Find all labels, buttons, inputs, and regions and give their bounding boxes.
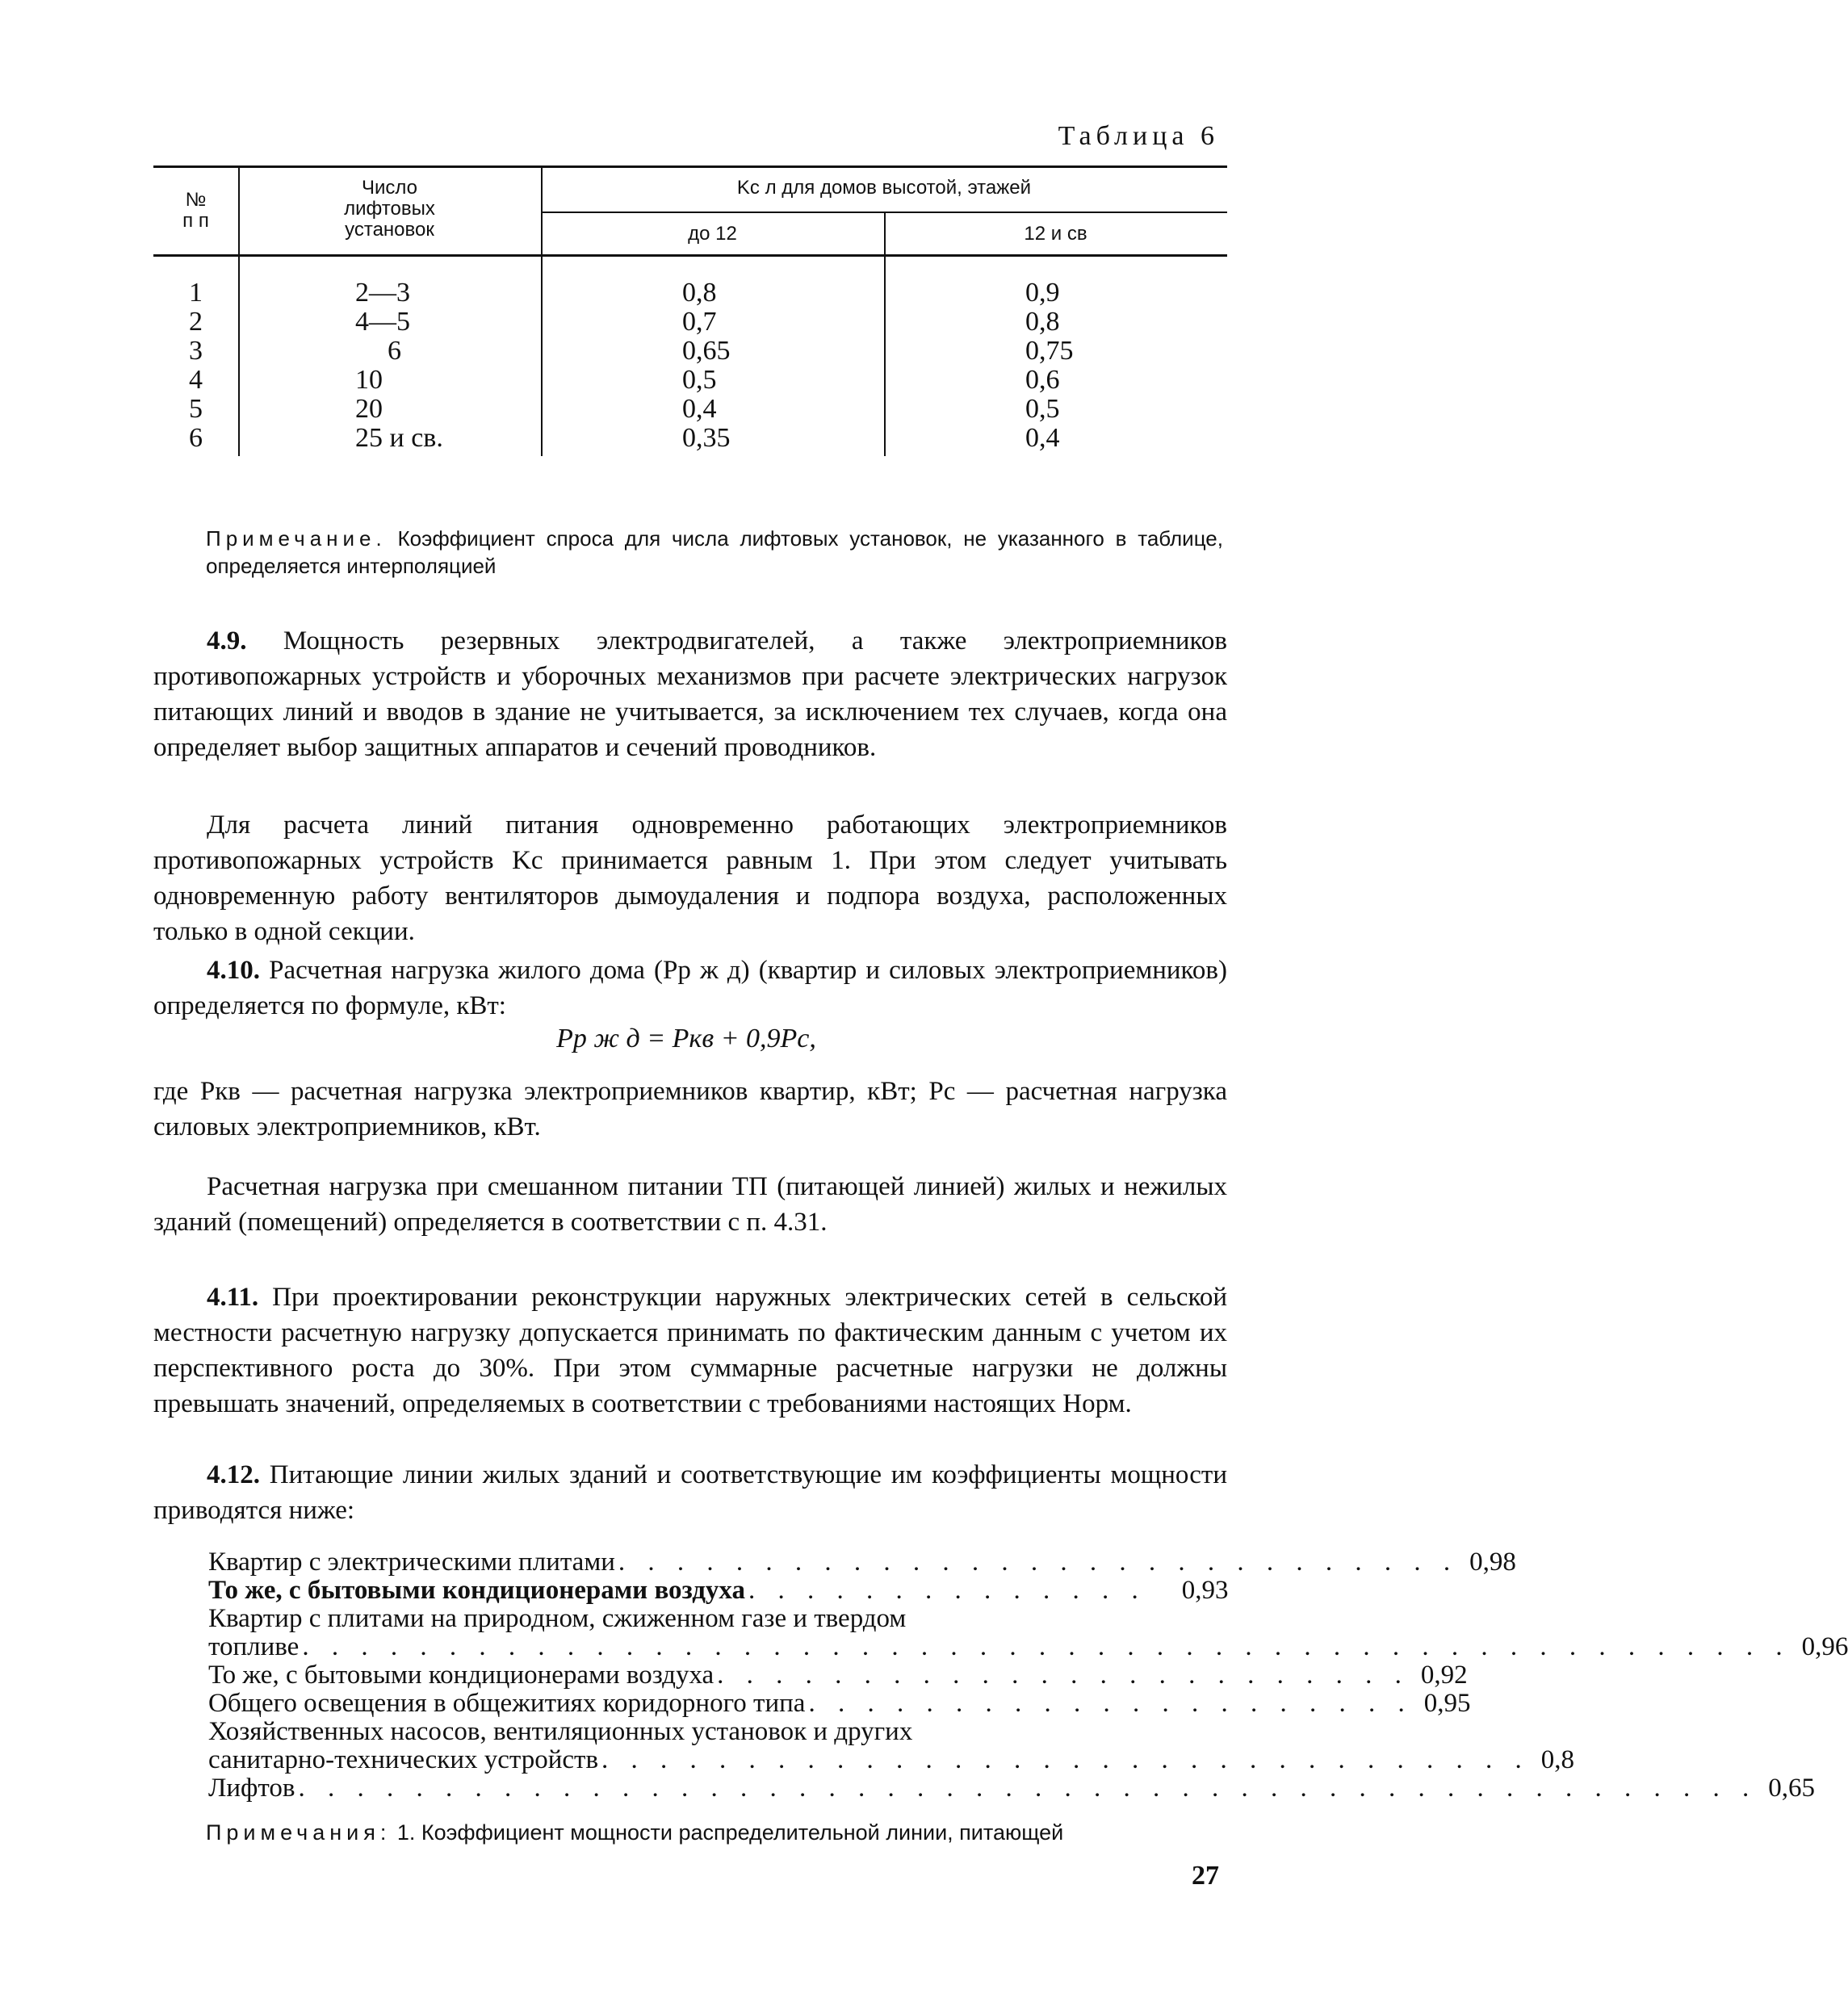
paragraph-text: Питающие линии жилых зданий и соответствующие им коэффициенты мощности приводятся ниже:	[153, 1460, 1227, 1525]
footnote	[206, 1820, 1227, 1845]
formula-explanation	[153, 1074, 1227, 1145]
table-6	[153, 165, 1227, 464]
paragraph-text: При проектировании реконструкции наружных электрических сетей в сельской местности расчетную нагрузку допускается принимать по фактическим данным с учетом их перспективного роста до 30%. При этом суммарные расчетные нагрузки не должны превышать значений, определяемых в соответствии с требованиями настоящих Норм.	[153, 1283, 1227, 1418]
table-col-count	[355, 279, 533, 453]
table-cell: 0,8	[1025, 307, 1060, 337]
section-4-10-continued	[153, 1169, 1227, 1240]
table-cell: 0,5	[1025, 394, 1060, 424]
table-header-group: Kс л для домов высотой, этажей	[736, 177, 1032, 199]
table-header-sub2: 12 и св	[1024, 223, 1087, 245]
list-item: Квартир с плитами на природном, сжиженном газе и твердом	[208, 1604, 907, 1633]
list-item: То же, с бытовыми кондиционерами воздуха . . . . . . . . . . . . . . 0,93	[208, 1576, 1229, 1605]
section-4-12	[153, 1457, 1227, 1528]
table-note	[206, 525, 1223, 580]
table-col-a	[682, 279, 844, 453]
table-top-rule	[153, 165, 1227, 168]
table-cell: 2	[189, 307, 203, 337]
table-cell: 0,4	[1025, 423, 1060, 453]
table-cell: 0,9	[1025, 278, 1060, 308]
table-cell: 0,75	[1025, 336, 1074, 366]
section-4-9	[153, 623, 1227, 765]
table-col-divider	[884, 212, 886, 456]
table-header-num: № п п	[182, 189, 209, 232]
table-cell: 4	[189, 365, 203, 395]
table-col-num	[153, 279, 238, 453]
notes-text: 1. Коэффициент мощности распределительной линии, питающей	[391, 1820, 1064, 1845]
section-4-9-continued	[153, 807, 1227, 949]
table-cell: 0,5	[682, 365, 717, 395]
table-header-count: Число лифтовых установок	[344, 177, 435, 241]
list-item: Квартир с электрическими плитами . . . . . . . . . . . . . . . . . . . . . . . . . . . . . 0,98	[208, 1548, 1516, 1577]
table-cell: 6	[388, 336, 401, 366]
paragraph-text: Для расчета линий питания одновременно работающих электроприемников противопожарных устройств Kс принимается равным 1. При этом следует учитывать одновременную работу вентиляторов дымоудаления и подпора воздуха, расположенных только в одной секции.	[153, 810, 1227, 946]
table-cell: 0,35	[682, 423, 731, 453]
table-cell: 10	[355, 365, 383, 395]
section-number: 4.11.	[207, 1283, 259, 1312]
table-cell: 20	[355, 394, 383, 424]
table-cell: 0,65	[682, 336, 731, 366]
table-col-b	[1025, 279, 1187, 453]
notes-label: Примечания:	[206, 1820, 392, 1845]
list-item: То же, с бытовыми кондиционерами воздуха . . . . . . . . . . . . . . . . . . . . . . . . 0,92	[208, 1661, 1468, 1690]
list-item: Лифтов . . . . . . . . . . . . . . . . . . . . . . . . . . . . . . . . . . . . . . . . . . . . . . . . . . 0,65	[208, 1774, 1815, 1803]
paragraph-text: Расчетная нагрузка при смешанном питании ТП (питающей линией) жилых и нежилых зданий (помещений) определяется в соответствии с п. 4.31.	[153, 1172, 1227, 1237]
table-cell: 0,7	[682, 307, 717, 337]
note-text: Коэффициент спроса для числа лифтовых установок, не указанного в таблице, определяется интерполяцией	[206, 526, 1223, 578]
table-cell: 25 и св.	[355, 423, 443, 453]
table-cell: 2—3	[355, 278, 410, 308]
paragraph-text: Мощность резервных электродвигателей, а также электроприемников противопожарных устройств и уборочных механизмов при расчете электрических нагрузок питающих линий и вводов в здание не учитывается, за исключением тех случаев, когда она определяет выбор защитных аппаратов и сечений проводников.	[153, 626, 1227, 762]
formula: Pр ж д = Pкв + 0,9Pс,	[556, 1024, 816, 1053]
table-cell: 6	[189, 423, 203, 453]
table-cell: 0,6	[1025, 365, 1060, 395]
list-item: Общего освещения в общежитиях коридорного типа . . . . . . . . . . . . . . . . . . . . . 0,95	[208, 1689, 1471, 1718]
list-item: Хозяйственных насосов, вентиляционных установок и других	[208, 1717, 913, 1746]
table-cell: 4—5	[355, 307, 410, 337]
list-item: топливе . . . . . . . . . . . . . . . . . . . . . . . . . . . . . . . . . . . . . . . . . . . . . . . . . . . 0,96	[208, 1632, 1848, 1661]
paragraph-text: Расчетная нагрузка жилого дома (Pр ж д) (квартир и силовых электроприемников) определяется по формуле, кВт:	[153, 956, 1227, 1020]
table-cell: 5	[189, 394, 203, 424]
table-col-divider	[541, 165, 543, 456]
table-cell: 0,4	[682, 394, 717, 424]
table-cell: 1	[189, 278, 203, 308]
power-factor-list	[208, 1548, 1848, 1803]
list-item: санитарно-технических устройств . . . . . . . . . . . . . . . . . . . . . . . . . . . . . . . . 0,8	[208, 1745, 1575, 1774]
table-caption: Таблица 6	[1058, 121, 1219, 151]
page-number: 27	[1192, 1861, 1219, 1891]
section-4-10	[153, 953, 1227, 1024]
section-number: 4.12.	[207, 1460, 260, 1489]
note-label: Примечание.	[206, 526, 387, 551]
table-header-rule	[153, 254, 1227, 257]
table-header-sub1: до 12	[688, 223, 737, 245]
section-number: 4.9.	[207, 626, 247, 655]
paragraph-text: где Pкв — расчетная нагрузка электроприемников квартир, кВт; Pс — расчетная нагрузка силовых электроприемников, кВт.	[153, 1077, 1227, 1141]
section-4-11	[153, 1280, 1227, 1422]
table-cell: 0,8	[682, 278, 717, 308]
table-cell: 3	[189, 336, 203, 366]
section-number: 4.10.	[207, 956, 260, 985]
